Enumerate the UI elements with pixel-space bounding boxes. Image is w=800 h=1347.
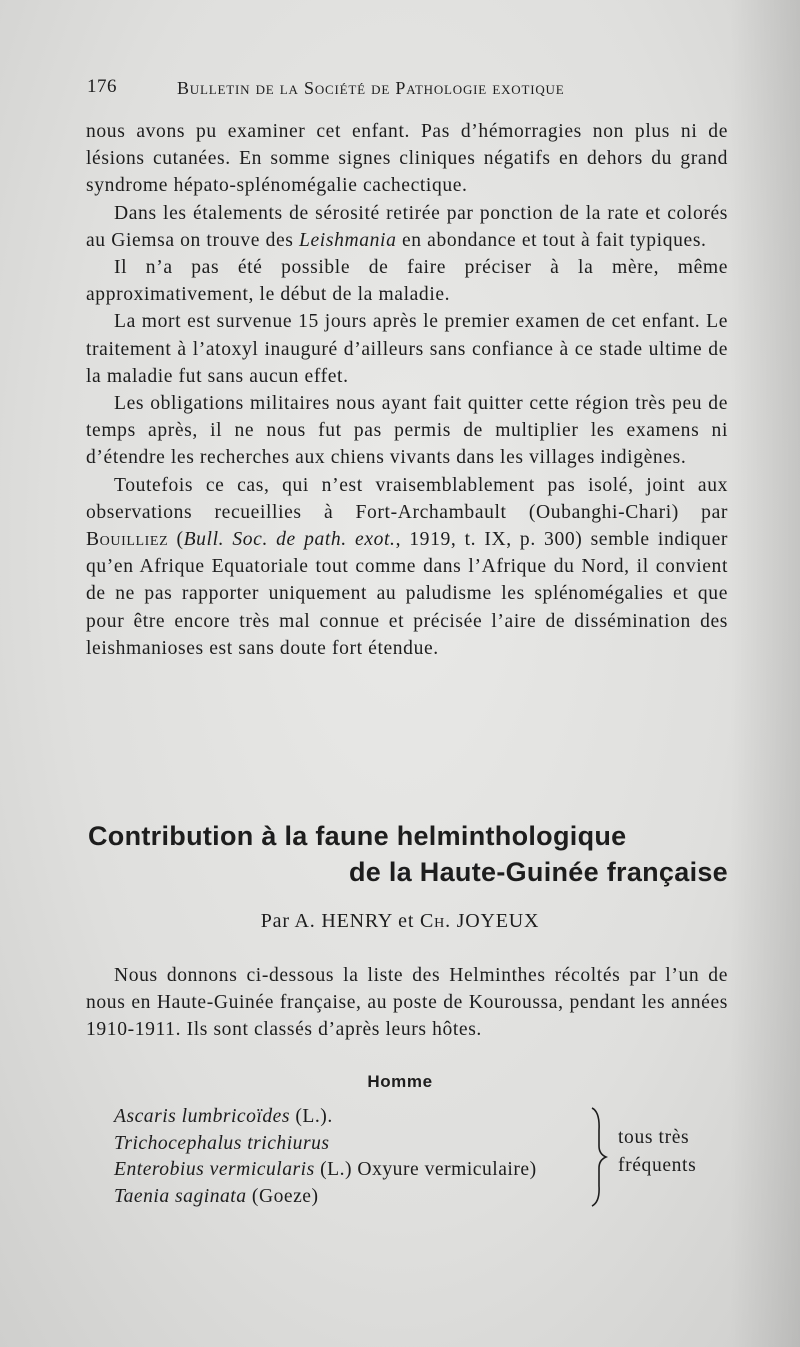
brace-icon	[586, 1104, 610, 1210]
article-title	[88, 818, 728, 890]
paragraph: Nous donnons ci-dessous la liste des Helminthes récoltés par l’un de nous en Haute-Guinée française, au poste de Kouroussa, pendant les années 1910-1911. Ils sont classés d’après leurs hôtes.	[86, 965, 728, 1040]
paragraph: Il n’a pas été possible de faire préciser à la mère, même approximativement, le début de la maladie.	[86, 257, 728, 306]
page-number: 176	[87, 76, 117, 97]
taxon-name: Leishmania	[299, 229, 397, 251]
paragraph: La mort est survenue 15 jours après le premier examen de cet enfant. Le traitement à l’atoxyl inauguré d’ailleurs sans confiance à ce stade ultime de la maladie fut sans aucun effet.	[86, 311, 728, 387]
frequency-note: tous très fréquents	[618, 1127, 697, 1176]
species-item: Enterobius vermicularis (L.) Oxyure vermiculaire)	[114, 1159, 537, 1180]
paragraph: nous avons pu examiner cet enfant. Pas d’hémorragies non plus ni de lésions cutanées. En somme signes cliniques négatifs en dehors du grand syndrome hépato-splénomégalie cachectique.	[86, 121, 728, 197]
continued-text	[86, 118, 728, 662]
article-intro	[86, 962, 728, 1043]
running-head	[87, 76, 647, 102]
citation: Bull. Soc. de path. exot.	[183, 529, 396, 551]
article-authors: Par A. HENRY et Ch. JOYEUX	[260, 910, 540, 932]
article-title-line-1: Contribution à la faune helminthologique	[88, 821, 627, 851]
species-list	[114, 1104, 594, 1210]
host-heading: Homme	[367, 1072, 433, 1091]
species-item: Taenia saginata (Goeze)	[114, 1185, 319, 1207]
paragraph: Les obligations militaires nous ayant fait quitter cette région très peu de temps après, il ne nous fut pas permis de multiplier les examens ni d’étendre les recherches aux chiens vivants dans les villages indigènes.	[86, 393, 728, 469]
paragraph: Toutefois ce cas, qui n’est vraisemblablement pas isolé, joint aux observations recueillies à Fort-Archambault (Oubanghi-Chari) par Bouilliez (Bull. Soc. de path. exot., 1919, t. IX, p. 300) semble indiquer qu’en Afrique Equatoriale tout comme dans l’Afrique du Nord, il convient de ne pas rapporter uniquement au paludisme les splénomégalies et que pour être encore très mal connue et précisée l’aire de dissémination des leishmanioses est sans doute fort étendue.	[86, 474, 728, 659]
page-edge-shadow	[730, 0, 800, 1347]
species-item: Trichocephalus trichiurus	[114, 1132, 330, 1154]
paragraph: Dans les étalements de sérosité retirée par ponction de la rate et colorés au Giemsa on trouve des Leishmania en abondance et tout à fait typiques.	[86, 202, 728, 251]
species-item: Ascaris lumbricoïdes (L.).	[114, 1106, 333, 1127]
article-title-line-2: de la Haute-Guinée française	[348, 857, 728, 887]
journal-title: Bulletin de la Société de Pathologie exotique	[177, 78, 565, 98]
cited-author: Bouilliez	[86, 529, 169, 551]
